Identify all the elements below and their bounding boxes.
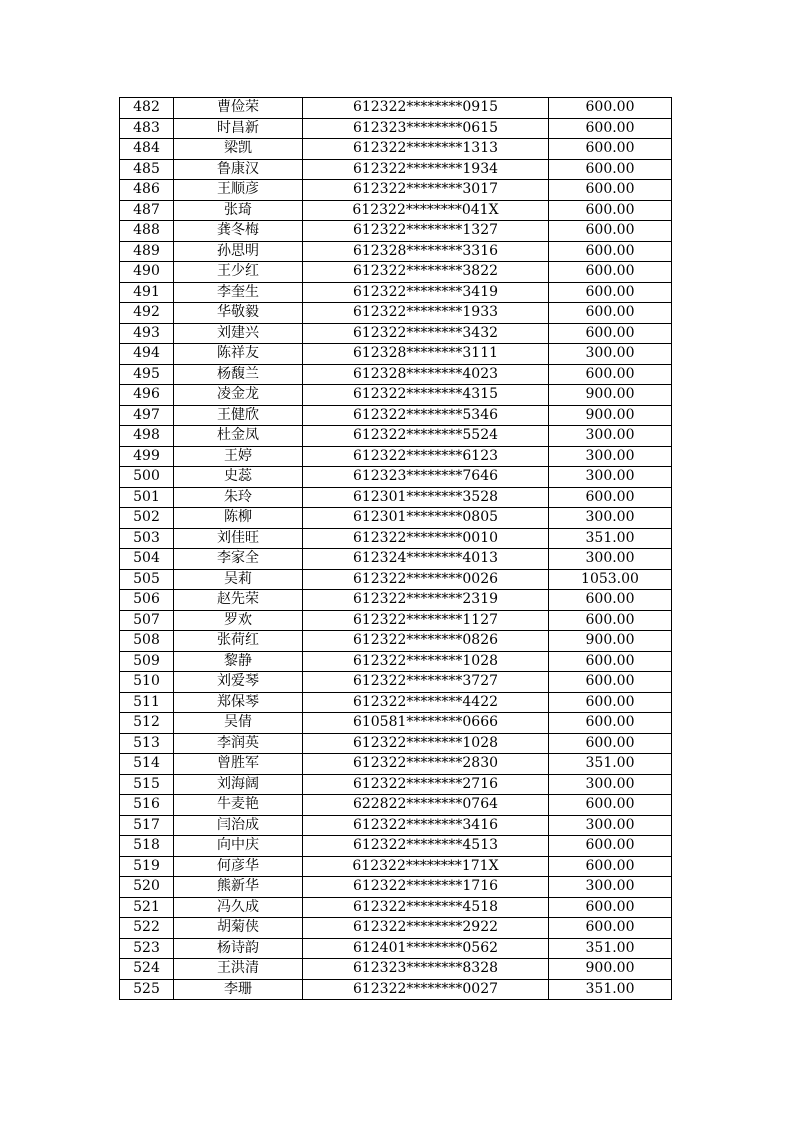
table-row [120, 180, 672, 201]
table-row [120, 364, 672, 385]
amount-cell: 600.00 [549, 180, 672, 201]
amount-cell: 600.00 [549, 487, 672, 508]
name-cell: 王顺彦 [174, 180, 303, 201]
name-cell: 吴倩 [174, 713, 303, 734]
table-row [120, 282, 672, 303]
id-number-cell: 612322********1028 [303, 651, 549, 672]
name-cell: 张琦 [174, 200, 303, 221]
amount-cell: 600.00 [549, 672, 672, 693]
table-row [120, 877, 672, 898]
table-row [120, 672, 672, 693]
id-number-cell: 612328********3316 [303, 241, 549, 262]
name-cell: 熊新华 [174, 877, 303, 898]
amount-cell: 600.00 [549, 692, 672, 713]
table-row [120, 610, 672, 631]
row-number-cell: 507 [120, 610, 174, 631]
amount-cell: 300.00 [549, 877, 672, 898]
name-cell: 杜金凤 [174, 426, 303, 447]
amount-cell: 600.00 [549, 200, 672, 221]
table-row [120, 344, 672, 365]
amount-cell: 600.00 [549, 262, 672, 283]
row-number-cell: 503 [120, 528, 174, 549]
row-number-cell: 497 [120, 405, 174, 426]
row-number-cell: 491 [120, 282, 174, 303]
name-cell: 牛麦艳 [174, 795, 303, 816]
name-cell: 刘爱琴 [174, 672, 303, 693]
id-number-cell: 612322********4518 [303, 897, 549, 918]
id-number-cell: 612322********3416 [303, 815, 549, 836]
id-number-cell: 612323********7646 [303, 467, 549, 488]
table-row [120, 241, 672, 262]
amount-cell: 300.00 [549, 815, 672, 836]
amount-cell: 600.00 [549, 856, 672, 877]
name-cell: 凌金龙 [174, 385, 303, 406]
row-number-cell: 511 [120, 692, 174, 713]
amount-cell: 900.00 [549, 405, 672, 426]
row-number-cell: 505 [120, 569, 174, 590]
row-number-cell: 513 [120, 733, 174, 754]
id-number-cell: 612322********0027 [303, 979, 549, 1000]
name-cell: 闫治成 [174, 815, 303, 836]
id-number-cell: 612322********1716 [303, 877, 549, 898]
name-cell: 张荷红 [174, 631, 303, 652]
table-row [120, 918, 672, 939]
name-cell: 李珊 [174, 979, 303, 1000]
name-cell: 王健欣 [174, 405, 303, 426]
amount-cell: 600.00 [549, 836, 672, 857]
row-number-cell: 500 [120, 467, 174, 488]
amount-cell: 900.00 [549, 385, 672, 406]
name-cell: 冯久成 [174, 897, 303, 918]
table-row [120, 528, 672, 549]
amount-cell: 600.00 [549, 303, 672, 324]
id-number-cell: 612322********1313 [303, 139, 549, 160]
table-row [120, 426, 672, 447]
amount-cell: 300.00 [549, 467, 672, 488]
amount-cell: 1053.00 [549, 569, 672, 590]
name-cell: 胡菊侠 [174, 918, 303, 939]
name-cell: 龚冬梅 [174, 221, 303, 242]
id-number-cell: 612322********4422 [303, 692, 549, 713]
amount-cell: 300.00 [549, 344, 672, 365]
table-row [120, 221, 672, 242]
table-row [120, 467, 672, 488]
id-number-cell: 612322********2922 [303, 918, 549, 939]
table-body [120, 98, 672, 1000]
amount-cell: 600.00 [549, 159, 672, 180]
table-row [120, 323, 672, 344]
row-number-cell: 517 [120, 815, 174, 836]
amount-cell: 351.00 [549, 528, 672, 549]
row-number-cell: 498 [120, 426, 174, 447]
name-cell: 吴莉 [174, 569, 303, 590]
table-row [120, 795, 672, 816]
table-row [120, 733, 672, 754]
id-number-cell: 612301********0805 [303, 508, 549, 529]
row-number-cell: 486 [120, 180, 174, 201]
row-number-cell: 494 [120, 344, 174, 365]
name-cell: 刘海阔 [174, 774, 303, 795]
table-row [120, 549, 672, 570]
name-cell: 杨诗韵 [174, 938, 303, 959]
id-number-cell: 612322********5524 [303, 426, 549, 447]
table-row [120, 754, 672, 775]
table-row [120, 262, 672, 283]
row-number-cell: 485 [120, 159, 174, 180]
table-row [120, 569, 672, 590]
row-number-cell: 508 [120, 631, 174, 652]
row-number-cell: 487 [120, 200, 174, 221]
id-number-cell: 612323********8328 [303, 959, 549, 980]
name-cell: 孙思明 [174, 241, 303, 262]
table-row [120, 159, 672, 180]
name-cell: 曾胜军 [174, 754, 303, 775]
id-number-cell: 612322********2716 [303, 774, 549, 795]
id-number-cell: 612322********3017 [303, 180, 549, 201]
table-row [120, 774, 672, 795]
amount-cell: 300.00 [549, 549, 672, 570]
table-row [120, 200, 672, 221]
table-row [120, 303, 672, 324]
table-row [120, 979, 672, 1000]
id-number-cell: 622822********0764 [303, 795, 549, 816]
amount-cell: 600.00 [549, 918, 672, 939]
row-number-cell: 524 [120, 959, 174, 980]
name-cell: 王少红 [174, 262, 303, 283]
table-row [120, 590, 672, 611]
table-row [120, 446, 672, 467]
name-cell: 陈柳 [174, 508, 303, 529]
name-cell: 向中庆 [174, 836, 303, 857]
id-number-cell: 612322********171X [303, 856, 549, 877]
table-row [120, 385, 672, 406]
amount-cell: 300.00 [549, 774, 672, 795]
row-number-cell: 489 [120, 241, 174, 262]
amount-cell: 600.00 [549, 651, 672, 672]
id-number-cell: 612322********3432 [303, 323, 549, 344]
row-number-cell: 518 [120, 836, 174, 857]
table-row [120, 856, 672, 877]
name-cell: 刘佳旺 [174, 528, 303, 549]
row-number-cell: 492 [120, 303, 174, 324]
row-number-cell: 490 [120, 262, 174, 283]
id-number-cell: 612322********6123 [303, 446, 549, 467]
data-table [119, 97, 672, 1000]
amount-cell: 900.00 [549, 959, 672, 980]
name-cell: 赵先荣 [174, 590, 303, 611]
table-row [120, 897, 672, 918]
id-number-cell: 612322********1028 [303, 733, 549, 754]
row-number-cell: 516 [120, 795, 174, 816]
amount-cell: 600.00 [549, 713, 672, 734]
amount-cell: 600.00 [549, 590, 672, 611]
table-row [120, 139, 672, 160]
amount-cell: 600.00 [549, 610, 672, 631]
id-number-cell: 612322********0826 [303, 631, 549, 652]
row-number-cell: 520 [120, 877, 174, 898]
table-row [120, 815, 672, 836]
amount-cell: 600.00 [549, 118, 672, 139]
id-number-cell: 612322********2830 [303, 754, 549, 775]
table-row [120, 836, 672, 857]
amount-cell: 600.00 [549, 897, 672, 918]
name-cell: 黎静 [174, 651, 303, 672]
amount-cell: 600.00 [549, 98, 672, 119]
name-cell: 王洪清 [174, 959, 303, 980]
name-cell: 罗欢 [174, 610, 303, 631]
id-number-cell: 612328********4023 [303, 364, 549, 385]
table-row [120, 651, 672, 672]
name-cell: 李奎生 [174, 282, 303, 303]
name-cell: 梁凯 [174, 139, 303, 160]
id-number-cell: 612301********3528 [303, 487, 549, 508]
amount-cell: 600.00 [549, 364, 672, 385]
amount-cell: 300.00 [549, 426, 672, 447]
row-number-cell: 496 [120, 385, 174, 406]
name-cell: 曹俭荣 [174, 98, 303, 119]
name-cell: 刘建兴 [174, 323, 303, 344]
amount-cell: 600.00 [549, 221, 672, 242]
amount-cell: 600.00 [549, 139, 672, 160]
id-number-cell: 612322********4513 [303, 836, 549, 857]
row-number-cell: 482 [120, 98, 174, 119]
name-cell: 鲁康汉 [174, 159, 303, 180]
table-row [120, 508, 672, 529]
name-cell: 华敬毅 [174, 303, 303, 324]
table-row [120, 692, 672, 713]
name-cell: 史蕊 [174, 467, 303, 488]
id-number-cell: 612322********1934 [303, 159, 549, 180]
row-number-cell: 502 [120, 508, 174, 529]
id-number-cell: 612401********0562 [303, 938, 549, 959]
id-number-cell: 612322********5346 [303, 405, 549, 426]
row-number-cell: 484 [120, 139, 174, 160]
amount-cell: 600.00 [549, 795, 672, 816]
row-number-cell: 506 [120, 590, 174, 611]
row-number-cell: 514 [120, 754, 174, 775]
row-number-cell: 504 [120, 549, 174, 570]
amount-cell: 351.00 [549, 979, 672, 1000]
name-cell: 李家全 [174, 549, 303, 570]
id-number-cell: 612322********2319 [303, 590, 549, 611]
row-number-cell: 512 [120, 713, 174, 734]
row-number-cell: 499 [120, 446, 174, 467]
amount-cell: 351.00 [549, 754, 672, 775]
id-number-cell: 612322********041X [303, 200, 549, 221]
amount-cell: 600.00 [549, 323, 672, 344]
row-number-cell: 509 [120, 651, 174, 672]
amount-cell: 351.00 [549, 938, 672, 959]
amount-cell: 600.00 [549, 733, 672, 754]
amount-cell: 300.00 [549, 446, 672, 467]
name-cell: 时昌新 [174, 118, 303, 139]
name-cell: 陈祥友 [174, 344, 303, 365]
id-number-cell: 612322********1933 [303, 303, 549, 324]
name-cell: 杨馥兰 [174, 364, 303, 385]
table-row [120, 405, 672, 426]
id-number-cell: 612322********3419 [303, 282, 549, 303]
id-number-cell: 612322********3727 [303, 672, 549, 693]
id-number-cell: 612322********3822 [303, 262, 549, 283]
row-number-cell: 501 [120, 487, 174, 508]
id-number-cell: 612322********0010 [303, 528, 549, 549]
table-row [120, 631, 672, 652]
table-row [120, 98, 672, 119]
table-row [120, 959, 672, 980]
row-number-cell: 510 [120, 672, 174, 693]
id-number-cell: 610581********0666 [303, 713, 549, 734]
id-number-cell: 612328********3111 [303, 344, 549, 365]
table-row [120, 118, 672, 139]
table-row [120, 487, 672, 508]
amount-cell: 600.00 [549, 241, 672, 262]
table-row [120, 938, 672, 959]
amount-cell: 900.00 [549, 631, 672, 652]
name-cell: 郑保琴 [174, 692, 303, 713]
row-number-cell: 495 [120, 364, 174, 385]
row-number-cell: 483 [120, 118, 174, 139]
id-number-cell: 612322********1327 [303, 221, 549, 242]
id-number-cell: 612322********1127 [303, 610, 549, 631]
row-number-cell: 488 [120, 221, 174, 242]
row-number-cell: 519 [120, 856, 174, 877]
name-cell: 李润英 [174, 733, 303, 754]
id-number-cell: 612322********0026 [303, 569, 549, 590]
row-number-cell: 515 [120, 774, 174, 795]
name-cell: 王婷 [174, 446, 303, 467]
row-number-cell: 522 [120, 918, 174, 939]
id-number-cell: 612324********4013 [303, 549, 549, 570]
row-number-cell: 525 [120, 979, 174, 1000]
row-number-cell: 493 [120, 323, 174, 344]
amount-cell: 600.00 [549, 282, 672, 303]
name-cell: 朱玲 [174, 487, 303, 508]
id-number-cell: 612322********0915 [303, 98, 549, 119]
amount-cell: 300.00 [549, 508, 672, 529]
row-number-cell: 523 [120, 938, 174, 959]
table-row [120, 713, 672, 734]
id-number-cell: 612323********0615 [303, 118, 549, 139]
id-number-cell: 612322********4315 [303, 385, 549, 406]
name-cell: 何彦华 [174, 856, 303, 877]
row-number-cell: 521 [120, 897, 174, 918]
